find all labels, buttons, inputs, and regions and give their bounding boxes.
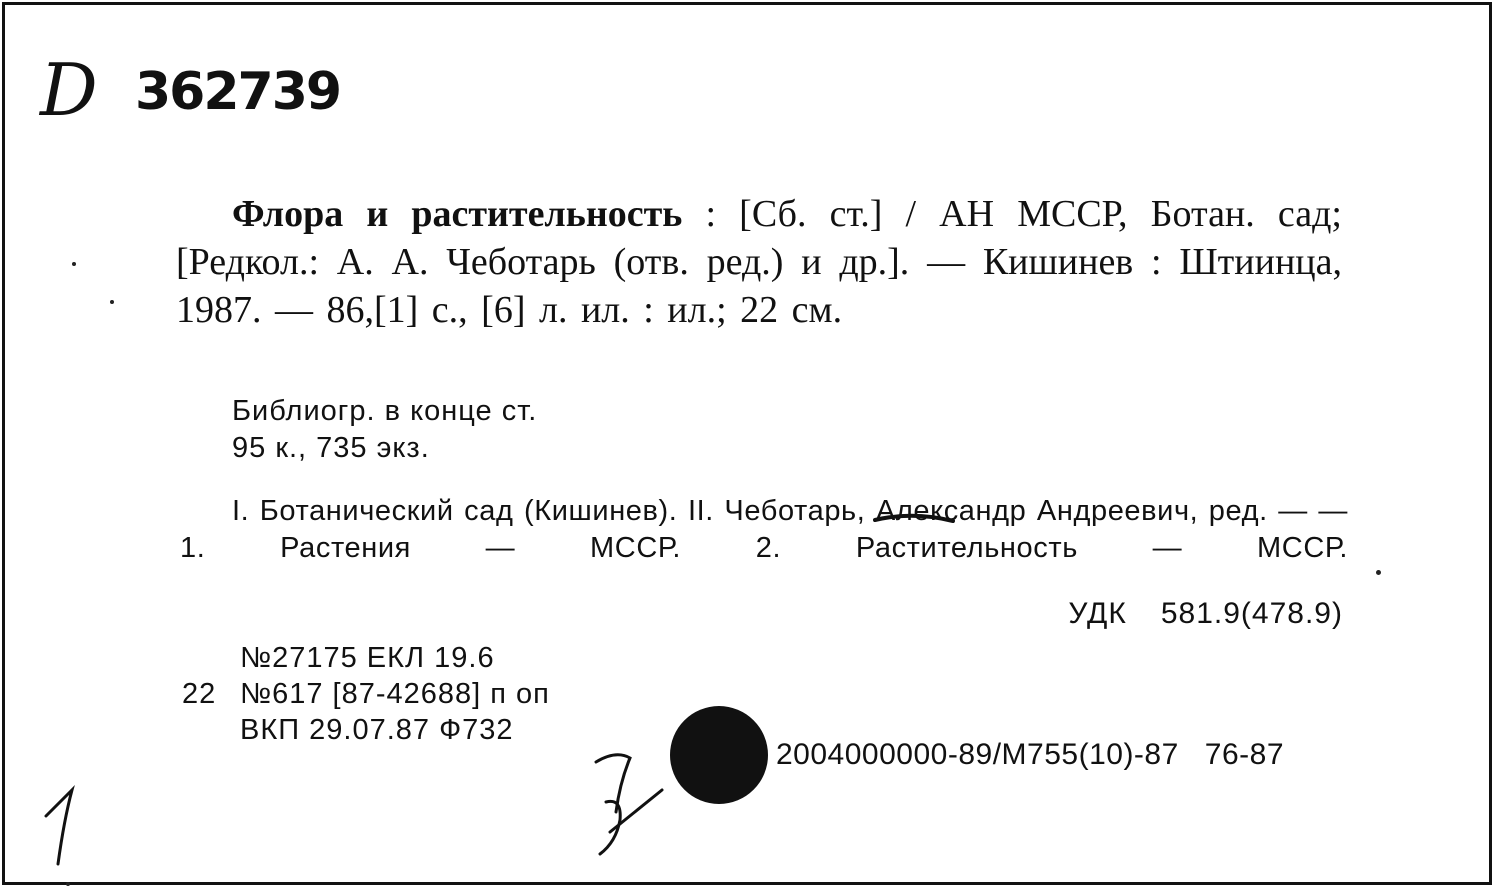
tech-line: №27175 ЕКЛ 19.6 [240,642,495,674]
speck [1376,570,1381,575]
publisher-code [776,738,1284,772]
handwritten-mark-one [40,780,90,870]
speck [66,882,70,886]
book-title: Флора и растительность [232,193,683,235]
udc-label: УДК [1068,597,1127,630]
speck [72,262,76,266]
tech-line: ВКП 29.07.87 Ф732 [240,714,514,746]
handwritten-signature [586,742,676,862]
accession-number: 362739 [135,62,341,122]
tracing-text: I. Ботанический сад (Кишинев). II. Чеботарь, Александр Андреевич, ред. — — 1. Растения — МССР. 2. Растительность — МССР. [180,495,1348,564]
speck [110,300,114,304]
handwritten-underline [873,511,955,525]
price-circulation-note: 95 к., 735 экз. [232,432,430,464]
black-dot-mark [670,706,768,804]
udc-value: 581.9(478.9) [1160,597,1343,630]
udc-classification [1068,597,1343,631]
subject-tracing [180,493,1348,567]
tech-line: 22 №617 [87-42688] п оп [182,678,550,710]
code-text: 2004000000-89/М755(10)-87 [776,738,1179,771]
code-number: 76-87 [1204,738,1285,771]
technical-data [182,640,550,748]
accession-letter: D [40,48,98,132]
bibliography-note: Библиогр. в конце ст. [232,395,538,427]
main-entry [176,190,1342,334]
notes-block [232,393,537,467]
bibliographic-description: : [Сб. ст.] / АН МССР, Ботан. сад; [Редкол.: А. А. Чеботарь (отв. ред.) и др.]. — Кишинев : Штиинца, 1987. — 86,[1] с., [6] л. ил. : ил.; 22 см. [176,193,1342,331]
